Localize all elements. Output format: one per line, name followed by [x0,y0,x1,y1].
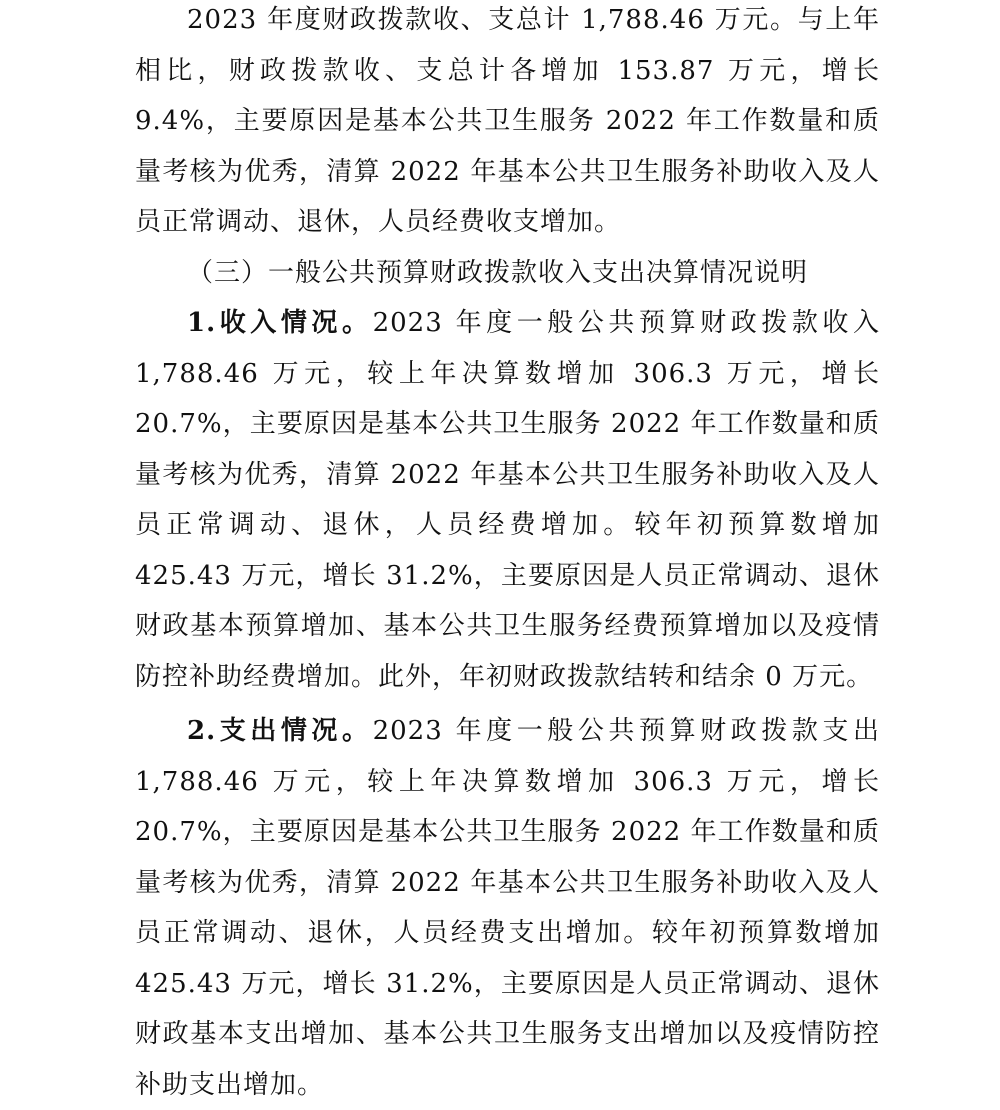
income-text: 2023 年度一般公共预算财政拨款收入 1,788.46 万元，较上年决算数增加 306.3 万元，增长 20.7%，主要原因是基本公共卫生服务 2022 年工作数量和质量考核为优秀，清算 2022 年基本公共卫生服务补助收入及人员正常调动、退休，人员经费增加。较年初预算数增加 425.43 万元，增长 31.2%，主要原因是人员正常调动、退休财政基本预算增加、基本公共卫生服务经费预算增加以及疫情防控补助经费增加。此外，年初财政拨款结转和结余 0 万元。 [135,308,880,692]
document-page [135,0,880,1110]
expenditure-lead: 2.支出情况。 [187,716,373,746]
expenditure-text: 2023 年度一般公共预算财政拨款支出 1,788.46 万元，较上年决算数增加 306.3 万元，增长 20.7%，主要原因是基本公共卫生服务 2022 年工作数量和质量考核为优秀，清算 2022 年基本公共卫生服务补助收入及人员正常调动、退休，人员经费支出增加。较年初预算数增加 425.43 万元，增长 31.2%，主要原因是人员正常调动、退休财政基本支出增加、基本公共卫生服务支出增加以及疫情防控补助支出增加。 [135,716,880,1100]
section-heading [135,248,880,299]
summary-paragraph [135,0,880,248]
expenditure-paragraph [135,706,880,1110]
income-lead: 1.收入情况。 [187,308,373,338]
section-heading-text: （三）一般公共预算财政拨款收入支出决算情况说明 [187,257,809,288]
summary-text: 2023 年度财政拨款收、支总计 1,788.46 万元。与上年相比，财政拨款收、支总计各增加 153.87 万元，增长 9.4%，主要原因是基本公共卫生服务 2022 年工作数量和质量考核为优秀，清算 2022 年基本公共卫生服务补助收入及人员正常调动、退休，人员经费收支增加。 [135,5,880,237]
income-paragraph [135,298,880,702]
